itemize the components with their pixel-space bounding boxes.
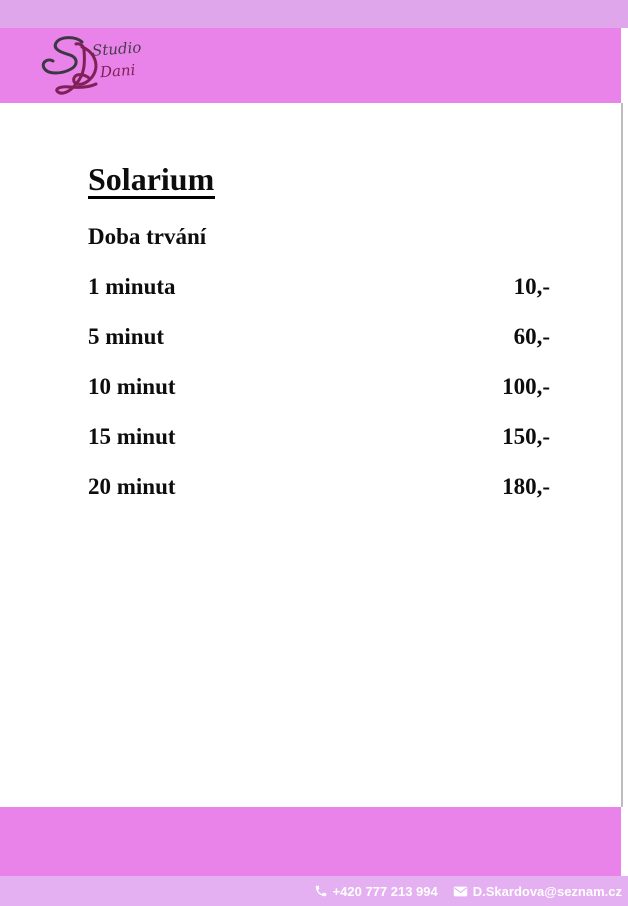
- top-strip: [0, 0, 628, 28]
- phone-number: +420 777 213 994: [332, 883, 438, 899]
- page-title: Solarium: [88, 161, 215, 197]
- price-row: [88, 275, 550, 298]
- price-value: 10,-: [513, 274, 550, 299]
- document-body: [88, 163, 550, 525]
- envelope-icon: [453, 886, 468, 897]
- price-value: 60,-: [513, 324, 550, 349]
- page-title-heading: [88, 163, 550, 199]
- header-band: [0, 28, 621, 103]
- duration-label: 15 minut: [88, 424, 176, 449]
- contact-bar: [0, 876, 628, 906]
- price-value: 100,-: [502, 374, 550, 399]
- phone-icon: [314, 884, 328, 898]
- logo-text-dani: Dani: [99, 60, 136, 82]
- price-row: [88, 325, 550, 348]
- price-value: 150,-: [502, 424, 550, 449]
- price-row: [88, 375, 550, 398]
- duration-label: 1 minuta: [88, 274, 176, 299]
- price-list: [88, 275, 550, 498]
- duration-label: 10 minut: [88, 374, 176, 399]
- price-value: 180,-: [502, 474, 550, 499]
- footer-band: [0, 807, 621, 876]
- duration-label: 20 minut: [88, 474, 176, 499]
- duration-label: 5 minut: [88, 324, 165, 349]
- section-subtitle: Doba trvání: [88, 224, 207, 249]
- price-row: [88, 425, 550, 448]
- email-link[interactable]: [453, 884, 622, 899]
- logo-text-studio: Studio: [91, 38, 142, 60]
- studio-dani-logo: [38, 32, 168, 98]
- price-row: [88, 475, 550, 498]
- email-address: D.Skardova@seznam.cz: [472, 883, 622, 899]
- page-edge-line: [621, 103, 623, 807]
- phone-link[interactable]: [314, 884, 438, 899]
